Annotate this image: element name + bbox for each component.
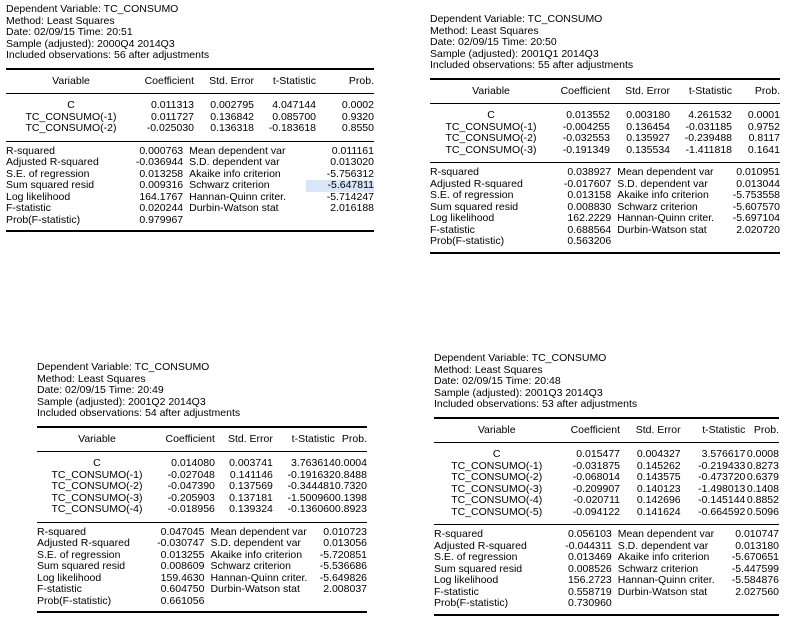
table-cell: 0.135927 — [626, 132, 670, 144]
stat-value: 0.038927 — [567, 166, 612, 178]
stat-label — [611, 236, 717, 248]
table-cell: 0.003180 — [626, 109, 670, 121]
variable-name: TC_CONSUMO(-2) — [25, 122, 117, 134]
variable-name: TC_CONSUMO(-4) — [51, 503, 143, 515]
variable-name: TC_CONSUMO(-2) — [451, 471, 543, 483]
stat-label: Log likelihood — [6, 190, 71, 203]
stat-value: 2.016188 — [330, 202, 374, 214]
panel-header — [6, 4, 374, 62]
stat-value: -5.584876 — [731, 574, 779, 586]
table-cell: -0.239488 — [684, 132, 732, 144]
table-cell: 4.047144 — [272, 99, 316, 111]
table-cell: 0.1408 — [746, 482, 779, 495]
stat-label: Hannan-Quinn criter. — [210, 571, 308, 584]
column-header: Variable — [37, 427, 157, 452]
stat-label: Akaike info criterion — [210, 548, 303, 561]
stat-value: 0.010747 — [735, 528, 779, 540]
table-cell: 0.1641 — [747, 143, 780, 156]
column-header: t-Statistic — [273, 427, 335, 452]
stat-label: Adjusted R-squared — [434, 539, 527, 552]
stat-label: S.E. of regression — [37, 548, 121, 561]
header-line: Sample (adjusted): 2001Q3 2014Q3 — [434, 386, 603, 399]
column-header: Std. Error — [215, 427, 273, 452]
header-line: Date: 02/09/15 Time: 20:50 — [430, 36, 557, 48]
table-cell: -0.473720 — [698, 471, 746, 483]
stat-label: Sum squared resid — [37, 560, 126, 572]
coefficient-table — [430, 78, 780, 164]
variable-name: TC_CONSUMO(-1) — [25, 110, 117, 123]
table-cell: -1.500960 — [287, 491, 335, 504]
header-line: Date: 02/09/15 Time: 20:51 — [6, 26, 133, 38]
column-header: t-Statistic — [254, 69, 316, 94]
table-cell: -0.068014 — [572, 471, 621, 483]
stat-label: Prob(F-statistic) — [430, 235, 505, 247]
column-header: Prob. — [316, 69, 374, 94]
stat-label: Durbin-Watson stat — [210, 583, 300, 595]
table-cell: 0.0001 — [747, 109, 780, 121]
table-row — [37, 504, 367, 516]
stat-label: Log likelihood — [37, 571, 102, 584]
header-line: Date: 02/09/15 Time: 20:49 — [37, 384, 164, 396]
table-cell: 0.137181 — [229, 491, 273, 504]
stat-row — [430, 167, 780, 179]
table-row — [37, 458, 367, 470]
table-cell: 0.6379 — [746, 471, 779, 483]
stat-value: 0.008830 — [567, 200, 612, 213]
table-cell: 0.002795 — [210, 99, 254, 111]
table-cell: 0.7320 — [334, 480, 367, 492]
table-row — [6, 123, 374, 135]
stat-row — [6, 203, 374, 215]
stat-row — [430, 236, 780, 248]
stat-value: -5.649826 — [319, 571, 367, 584]
stat-row — [6, 157, 374, 169]
column-header: t-Statistic — [670, 79, 732, 104]
column-header: Variable — [430, 79, 552, 104]
stat-label: Akaike info criterion — [617, 551, 710, 563]
stat-value: 0.013180 — [735, 539, 779, 552]
stat-label: F-statistic — [430, 223, 475, 236]
table-row — [430, 110, 780, 122]
stat-value — [717, 236, 780, 248]
table-cell: 0.5096 — [746, 505, 779, 518]
stat-label — [612, 598, 718, 610]
header-line: Included observations: 56 after adjustments — [6, 49, 210, 61]
table-cell: 0.141146 — [229, 468, 273, 481]
stat-row — [434, 552, 779, 564]
header-line: Method: Least Squares — [434, 363, 543, 376]
table-cell: 4.261532 — [688, 109, 732, 121]
table-cell: 0.8923 — [334, 503, 367, 515]
stat-label: S.D. dependent var — [210, 537, 301, 549]
table-cell: 0.8550 — [341, 122, 374, 134]
table-cell: 0.013552 — [566, 109, 610, 121]
column-header: Std. Error — [620, 418, 681, 443]
column-header: Coefficient — [552, 79, 610, 104]
stat-row — [37, 561, 367, 573]
stat-value — [717, 598, 779, 610]
stat-value — [309, 596, 367, 608]
panel-header — [430, 14, 780, 72]
stat-label: Durbin-Watson stat — [617, 223, 707, 236]
stat-row — [6, 215, 374, 227]
stat-label: Prob(F-statistic) — [434, 597, 509, 609]
column-header: Variable — [6, 69, 136, 94]
variable-name: TC_CONSUMO(-2) — [51, 480, 143, 492]
header-line: Method: Least Squares — [6, 14, 115, 27]
table-cell: 0.145262 — [636, 459, 681, 472]
header-line: Dependent Variable: TC_CONSUMO — [6, 3, 179, 15]
stat-value: 0.013469 — [567, 551, 612, 563]
stat-value: 0.009316 — [139, 179, 184, 191]
regression-panel-2 — [430, 14, 780, 254]
stat-value: -0.044311 — [565, 539, 612, 552]
stat-label: Log likelihood — [430, 212, 495, 224]
header-line: Method: Least Squares — [37, 372, 146, 385]
variable-name: TC_CONSUMO(-2) — [445, 132, 537, 144]
stat-label: Akaike info criterion — [617, 189, 709, 201]
table-row — [6, 100, 374, 112]
table-cell: 0.9752 — [747, 120, 780, 133]
header-line: Method: Least Squares — [430, 24, 539, 37]
stat-value: 0.008609 — [160, 560, 205, 572]
table-cell: -0.004255 — [562, 120, 610, 133]
stat-label: Adjusted R-squared — [37, 537, 130, 549]
table-cell: 0.143575 — [636, 471, 681, 483]
column-header: Std. Error — [194, 69, 254, 94]
coefficient-table — [37, 426, 367, 523]
header-line: Dependent Variable: TC_CONSUMO — [430, 13, 603, 25]
stat-value: 156.2723 — [567, 574, 612, 586]
variable-name: TC_CONSUMO(-4) — [451, 494, 543, 506]
table-cell: -1.498013 — [698, 482, 746, 495]
variable-name: C — [67, 99, 75, 111]
stat-label: S.D. dependent var — [617, 177, 708, 190]
table-cell: -0.094122 — [572, 505, 621, 518]
table-cell: 0.011727 — [150, 110, 194, 123]
table-cell: -0.031185 — [685, 120, 732, 133]
column-header: Variable — [434, 418, 559, 443]
table-cell: 0.141624 — [636, 505, 681, 518]
stat-label: F-statistic — [6, 202, 51, 214]
stat-value: -5.753558 — [732, 189, 780, 201]
stat-label: Prob(F-statistic) — [37, 594, 112, 607]
table-cell: 0.011313 — [150, 99, 194, 111]
table-cell: -0.136060 — [287, 503, 335, 515]
table-cell: -1.411818 — [685, 143, 732, 156]
column-header: Coefficient — [559, 418, 620, 443]
stat-value: -5.714247 — [326, 190, 374, 203]
header-line: Sample (adjusted): 2000Q4 2014Q3 — [6, 37, 175, 50]
stat-value: -0.017607 — [563, 177, 612, 190]
stat-value: -5.647811 — [306, 180, 374, 192]
stat-value: 0.688564 — [567, 223, 612, 236]
table-cell: 0.8117 — [748, 132, 780, 144]
table-cell: 0.135534 — [626, 143, 670, 156]
table-row — [430, 145, 780, 157]
table-cell: -0.191349 — [562, 143, 610, 156]
table-cell: 0.0004 — [334, 457, 367, 469]
table-cell: 0.003741 — [229, 457, 273, 469]
stat-value: 0.661056 — [160, 594, 205, 607]
header-line: Included observations: 54 after adjustments — [37, 407, 241, 419]
table-cell: -0.031875 — [572, 459, 621, 472]
stat-value: 159.4630 — [160, 571, 205, 584]
stat-label: Mean dependent var — [189, 144, 286, 157]
stat-label: F-statistic — [434, 585, 479, 598]
column-header: Coefficient — [157, 427, 215, 452]
stat-row — [37, 538, 367, 550]
table-row — [434, 495, 779, 507]
stat-value: 0.008526 — [567, 562, 612, 575]
header-line: Sample (adjusted): 2001Q2 2014Q3 — [37, 395, 206, 408]
variable-name: C — [93, 457, 101, 469]
stat-value: 0.013255 — [160, 548, 205, 561]
table-cell: -0.020711 — [573, 494, 621, 506]
stat-value: 0.010723 — [323, 525, 367, 538]
table-cell: 0.142696 — [636, 494, 681, 506]
table-cell: -0.032553 — [562, 132, 610, 144]
stat-value: 2.027560 — [735, 585, 779, 598]
table-cell: 0.0008 — [746, 448, 779, 460]
column-header: Prob. — [745, 418, 779, 443]
stat-row — [37, 596, 367, 608]
table-cell: -0.209907 — [572, 482, 621, 495]
stat-label: Durbin-Watson stat — [617, 585, 708, 598]
stat-value: -5.607570 — [732, 200, 780, 213]
header-line: Dependent Variable: TC_CONSUMO — [37, 361, 210, 373]
stat-label: Schwarz criterion — [210, 560, 291, 572]
table-cell: -0.219433 — [698, 459, 746, 472]
table-cell: 0.8852 — [746, 494, 779, 506]
coefficient-table — [434, 417, 779, 526]
stat-label — [204, 596, 309, 608]
stat-value: 0.013158 — [567, 189, 612, 201]
stat-value: 0.730960 — [567, 597, 612, 609]
panel-header — [434, 353, 779, 411]
table-cell: 0.004327 — [636, 448, 681, 460]
stat-value: 0.020244 — [139, 202, 184, 214]
variable-name: C — [487, 109, 495, 121]
column-header: Std. Error — [610, 79, 670, 104]
stat-value: 0.010951 — [736, 166, 780, 178]
stat-value: 0.013020 — [330, 156, 374, 168]
stat-label: S.E. of regression — [430, 189, 514, 201]
stat-label: Schwarz criterion — [617, 562, 699, 575]
table-cell: 0.8488 — [334, 468, 367, 481]
stat-label: S.D. dependent var — [617, 539, 709, 552]
variable-name: TC_CONSUMO(-1) — [445, 120, 537, 133]
variable-name: TC_CONSUMO(-1) — [451, 459, 543, 472]
stat-label — [183, 215, 305, 227]
stat-label: Sum squared resid — [430, 200, 519, 213]
table-cell: -0.344481 — [287, 480, 335, 492]
stat-value: -5.447599 — [731, 562, 779, 575]
table-cell: 0.136454 — [626, 120, 670, 133]
stat-label: S.E. of regression — [434, 551, 518, 563]
variable-name: TC_CONSUMO(-3) — [51, 491, 143, 504]
regression-panel-4 — [434, 353, 779, 616]
stat-label: Sum squared resid — [6, 179, 95, 191]
stat-label: R-squared — [434, 528, 484, 540]
table-cell: -0.664592 — [698, 505, 746, 518]
stat-value: 2.008037 — [323, 583, 367, 595]
stat-row — [430, 213, 780, 225]
stat-label: Akaike info criterion — [189, 167, 281, 180]
variable-name: TC_CONSUMO(-3) — [451, 482, 543, 495]
table-cell: -0.183618 — [268, 122, 316, 134]
stat-label: R-squared — [430, 166, 480, 178]
stat-value — [306, 215, 374, 227]
stat-label: Hannan-Quinn criter. — [189, 190, 287, 203]
table-cell: 0.136318 — [210, 122, 254, 134]
column-header: Coefficient — [136, 69, 194, 94]
table-cell: 0.9320 — [341, 110, 374, 123]
table-cell: -0.145144 — [698, 494, 746, 506]
stat-label: Schwarz criterion — [189, 179, 270, 191]
table-row — [434, 472, 779, 484]
stat-value: 164.1767 — [139, 190, 184, 203]
stat-row — [434, 529, 779, 541]
table-cell: 0.085700 — [272, 110, 316, 123]
stat-label: Adjusted R-squared — [6, 156, 99, 168]
regression-panel-3 — [37, 362, 367, 613]
panel-header — [37, 362, 367, 420]
stat-row — [6, 180, 374, 192]
table-cell: -0.047390 — [167, 480, 215, 492]
stat-label: Mean dependent var — [617, 166, 714, 178]
stat-value: 0.013258 — [139, 167, 184, 180]
stat-label: Mean dependent var — [210, 525, 307, 538]
table-row — [434, 449, 779, 461]
variable-name: C — [492, 448, 501, 460]
stat-row — [434, 598, 779, 610]
stat-label: Mean dependent var — [617, 528, 715, 540]
statistics-table — [37, 527, 367, 614]
stat-label: R-squared — [6, 144, 56, 157]
stat-label: Prob(F-statistic) — [6, 213, 81, 226]
header-line: Date: 02/09/15 Time: 20:48 — [434, 375, 561, 387]
table-cell: 0.015477 — [576, 448, 621, 460]
stat-label: Hannan-Quinn criter. — [617, 212, 715, 224]
table-cell: 0.137569 — [229, 480, 273, 492]
table-row — [37, 481, 367, 493]
stat-value: -0.036944 — [135, 156, 184, 168]
stat-label: Schwarz criterion — [617, 200, 698, 213]
stat-value: -5.697104 — [732, 212, 780, 224]
column-header: Prob. — [335, 427, 367, 452]
table-cell: -0.205903 — [167, 491, 215, 504]
table-cell: 0.139324 — [229, 503, 273, 515]
header-line: Sample (adjusted): 2001Q1 2014Q3 — [430, 47, 599, 60]
stat-label: S.E. of regression — [6, 167, 90, 180]
table-cell: 0.1398 — [334, 491, 367, 504]
stat-value: 0.013056 — [323, 537, 367, 549]
regression-panel-1 — [6, 4, 374, 232]
stat-label: Adjusted R-squared — [430, 177, 523, 190]
table-cell: -0.027048 — [167, 468, 215, 481]
stat-value: 0.558719 — [567, 585, 612, 598]
table-row — [430, 133, 780, 145]
table-cell: -0.018956 — [167, 503, 215, 515]
stat-value: 0.604750 — [160, 583, 205, 595]
header-line: Included observations: 55 after adjustments — [430, 59, 634, 71]
table-row — [434, 507, 779, 519]
coefficient-table — [6, 68, 374, 142]
variable-name: TC_CONSUMO(-5) — [451, 505, 543, 518]
stat-value: -0.030747 — [157, 537, 205, 549]
stat-value: 0.000763 — [139, 144, 184, 157]
column-header: Prob. — [732, 79, 780, 104]
stat-label: F-statistic — [37, 583, 82, 595]
header-line: Dependent Variable: TC_CONSUMO — [434, 352, 607, 364]
stat-value: 162.2229 — [567, 212, 612, 224]
table-cell: 0.0002 — [341, 99, 374, 111]
stat-value: 0.013044 — [736, 177, 780, 190]
stat-value: -5.670651 — [731, 551, 779, 563]
stat-value: -5.536686 — [319, 560, 367, 572]
stat-label: R-squared — [37, 525, 87, 538]
table-cell: 3.763614 — [291, 457, 335, 469]
table-cell: -0.025030 — [146, 122, 194, 134]
statistics-table — [430, 167, 780, 254]
stat-value: 0.011161 — [331, 144, 374, 157]
table-cell: -0.191632 — [287, 468, 335, 481]
column-header: t-Statistic — [681, 418, 746, 443]
stat-label: Log likelihood — [434, 574, 499, 586]
stat-value: 0.979967 — [139, 213, 184, 226]
table-cell: 0.140123 — [636, 482, 681, 495]
stat-row — [430, 190, 780, 202]
stat-label: Hannan-Quinn criter. — [617, 574, 715, 586]
statistics-table — [6, 146, 374, 233]
stat-value: 0.563206 — [567, 235, 612, 247]
table-cell: 0.014080 — [171, 457, 215, 469]
stat-value: 2.020720 — [736, 223, 780, 236]
table-cell: 0.136842 — [210, 110, 254, 123]
stat-label: Durbin-Watson stat — [189, 202, 279, 214]
header-line: Included observations: 53 after adjustments — [434, 398, 638, 410]
stat-value: -5.720851 — [319, 548, 367, 561]
table-cell: 0.8273 — [746, 459, 779, 472]
stat-label: Sum squared resid — [434, 562, 523, 575]
variable-name: TC_CONSUMO(-3) — [445, 143, 537, 156]
statistics-table — [434, 529, 779, 616]
stat-row — [434, 575, 779, 587]
table-cell: 3.576617 — [701, 448, 746, 460]
variable-name: TC_CONSUMO(-1) — [51, 468, 143, 481]
stat-value: 0.056103 — [567, 528, 612, 540]
stat-label: S.D. dependent var — [189, 156, 280, 168]
stat-row — [37, 584, 367, 596]
stat-value: -5.756312 — [326, 167, 374, 180]
stat-value: 0.047045 — [160, 525, 205, 538]
